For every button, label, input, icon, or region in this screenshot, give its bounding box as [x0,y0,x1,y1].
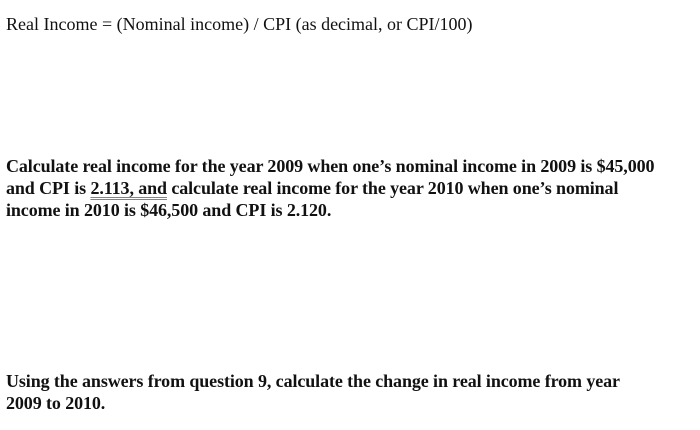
question-2-line-2: 2009 to 2010. [6,393,106,413]
question-real-income-calculation [6,155,692,221]
grammar-underlined-text: 2.113, and [90,178,167,198]
question-1-line-2-start: and CPI is [6,178,91,198]
question-1-line-3: income in 2010 is $46,500 and CPI is 2.120. [6,200,332,220]
question-2-line-1: Using the answers from question 9, calculate the change in real income from year [6,371,620,391]
real-income-formula: Real Income = (Nominal income) / CPI (as decimal, or CPI/100) [6,14,473,34]
question-1-line-2 [6,177,692,199]
question-1-line-2-end: calculate real income for the year 2010 when one’s nominal [166,178,619,198]
question-1-line-1: Calculate real income for the year 2009 when one’s nominal income in 2009 is $45,000 [6,156,655,176]
question-change-in-real-income [6,370,692,414]
